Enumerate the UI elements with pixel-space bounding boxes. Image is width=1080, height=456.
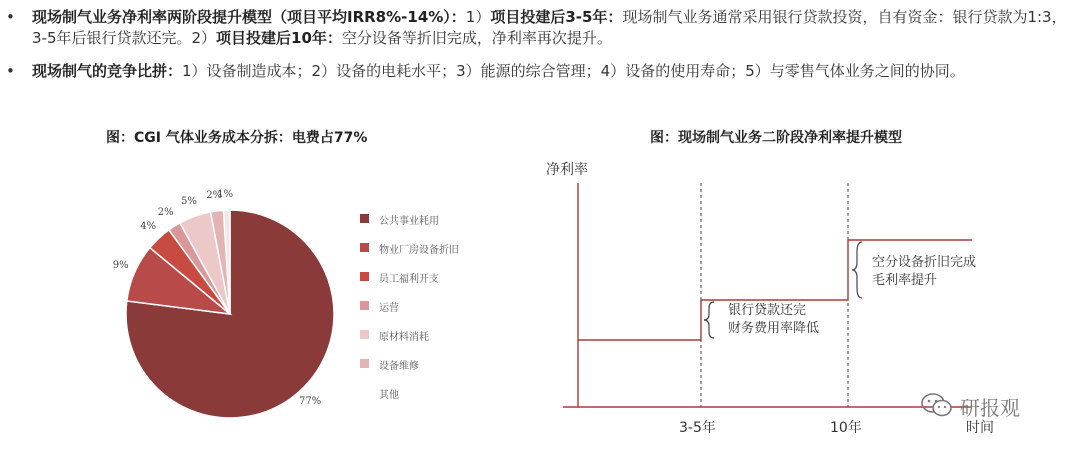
x-tick-10yr: 10年 <box>830 420 862 436</box>
bullet-1-part2: 现场制气业务通常采用银行贷款投资，自有资金：银行贷款为1:3，3-5年后银行贷款还完。2） <box>32 8 1067 47</box>
bullet-2-part1: 1）设备制造成本；2）设备的电耗水平；3）能源的综合管理；4）设备的使用寿命；5）与零售气体业务之间的协同。 <box>182 62 965 80</box>
bullet-1-stage1: 项目投建后3-5年： <box>490 8 623 26</box>
annotation-stage-2 <box>872 254 976 290</box>
bullet-dot: • <box>6 62 15 80</box>
brace-stage-2 <box>852 242 862 298</box>
bullet-1-lead: 现场制气业务净利率两阶段提升模型（项目平均IRR8%-14%）： <box>32 8 466 26</box>
x-axis-label: 时间 <box>966 420 994 436</box>
legend-label: 物业厂房设备折旧 <box>379 245 459 256</box>
legend-label: 其他 <box>379 390 399 401</box>
pie-pct-label: 77% <box>299 395 322 407</box>
annotation-stage-1-line2: 财务费用率降低 <box>728 321 820 336</box>
annotation-stage-1 <box>728 302 819 338</box>
pie-pct-label: 2% <box>157 207 174 219</box>
brace-stage-1 <box>704 302 714 338</box>
bullet-1-stage2: 项目投建后10年： <box>216 29 342 47</box>
watermark-text: 研报观 <box>960 396 1020 420</box>
legend-label: 公共事业耗用 <box>379 216 439 227</box>
annotation-stage-2-line2: 毛利率提升 <box>872 273 938 288</box>
bullet-dot: • <box>6 8 15 26</box>
legend-label: 运营 <box>379 303 399 314</box>
annotation-stage-1-line1: 银行贷款还完 <box>728 303 807 318</box>
wechat-logo-icon <box>920 392 954 423</box>
bullet-2-lead: 现场制气的竞争比拼： <box>32 62 183 80</box>
x-tick-3-5yr: 3-5年 <box>679 420 716 436</box>
y-axis-label: 净利率 <box>546 162 588 178</box>
step-figure-title: 图：现场制气业务二阶段净利率提升模型 <box>650 130 902 146</box>
legend-label: 员工福利开支 <box>379 274 439 285</box>
legend-label: 设备维修 <box>379 361 419 372</box>
pie-pct-label: 1% <box>217 189 234 201</box>
pie-pct-label: 9% <box>112 260 129 272</box>
legend-label: 原材料消耗 <box>379 332 429 343</box>
bullet-1-part1: 1） <box>465 8 491 26</box>
pie-pct-label: 4% <box>140 220 157 232</box>
pie-pct-label: 2% <box>206 189 223 201</box>
pie-figure-title: 图：CGI 气体业务成本分拆：电费占77% <box>106 130 368 146</box>
pie-pct-label: 5% <box>181 195 197 207</box>
annotation-stage-2-line1: 空分设备折旧完成 <box>872 255 977 270</box>
bullet-1-part3: 空分设备等折旧完成，净利率再次提升。 <box>341 29 612 47</box>
